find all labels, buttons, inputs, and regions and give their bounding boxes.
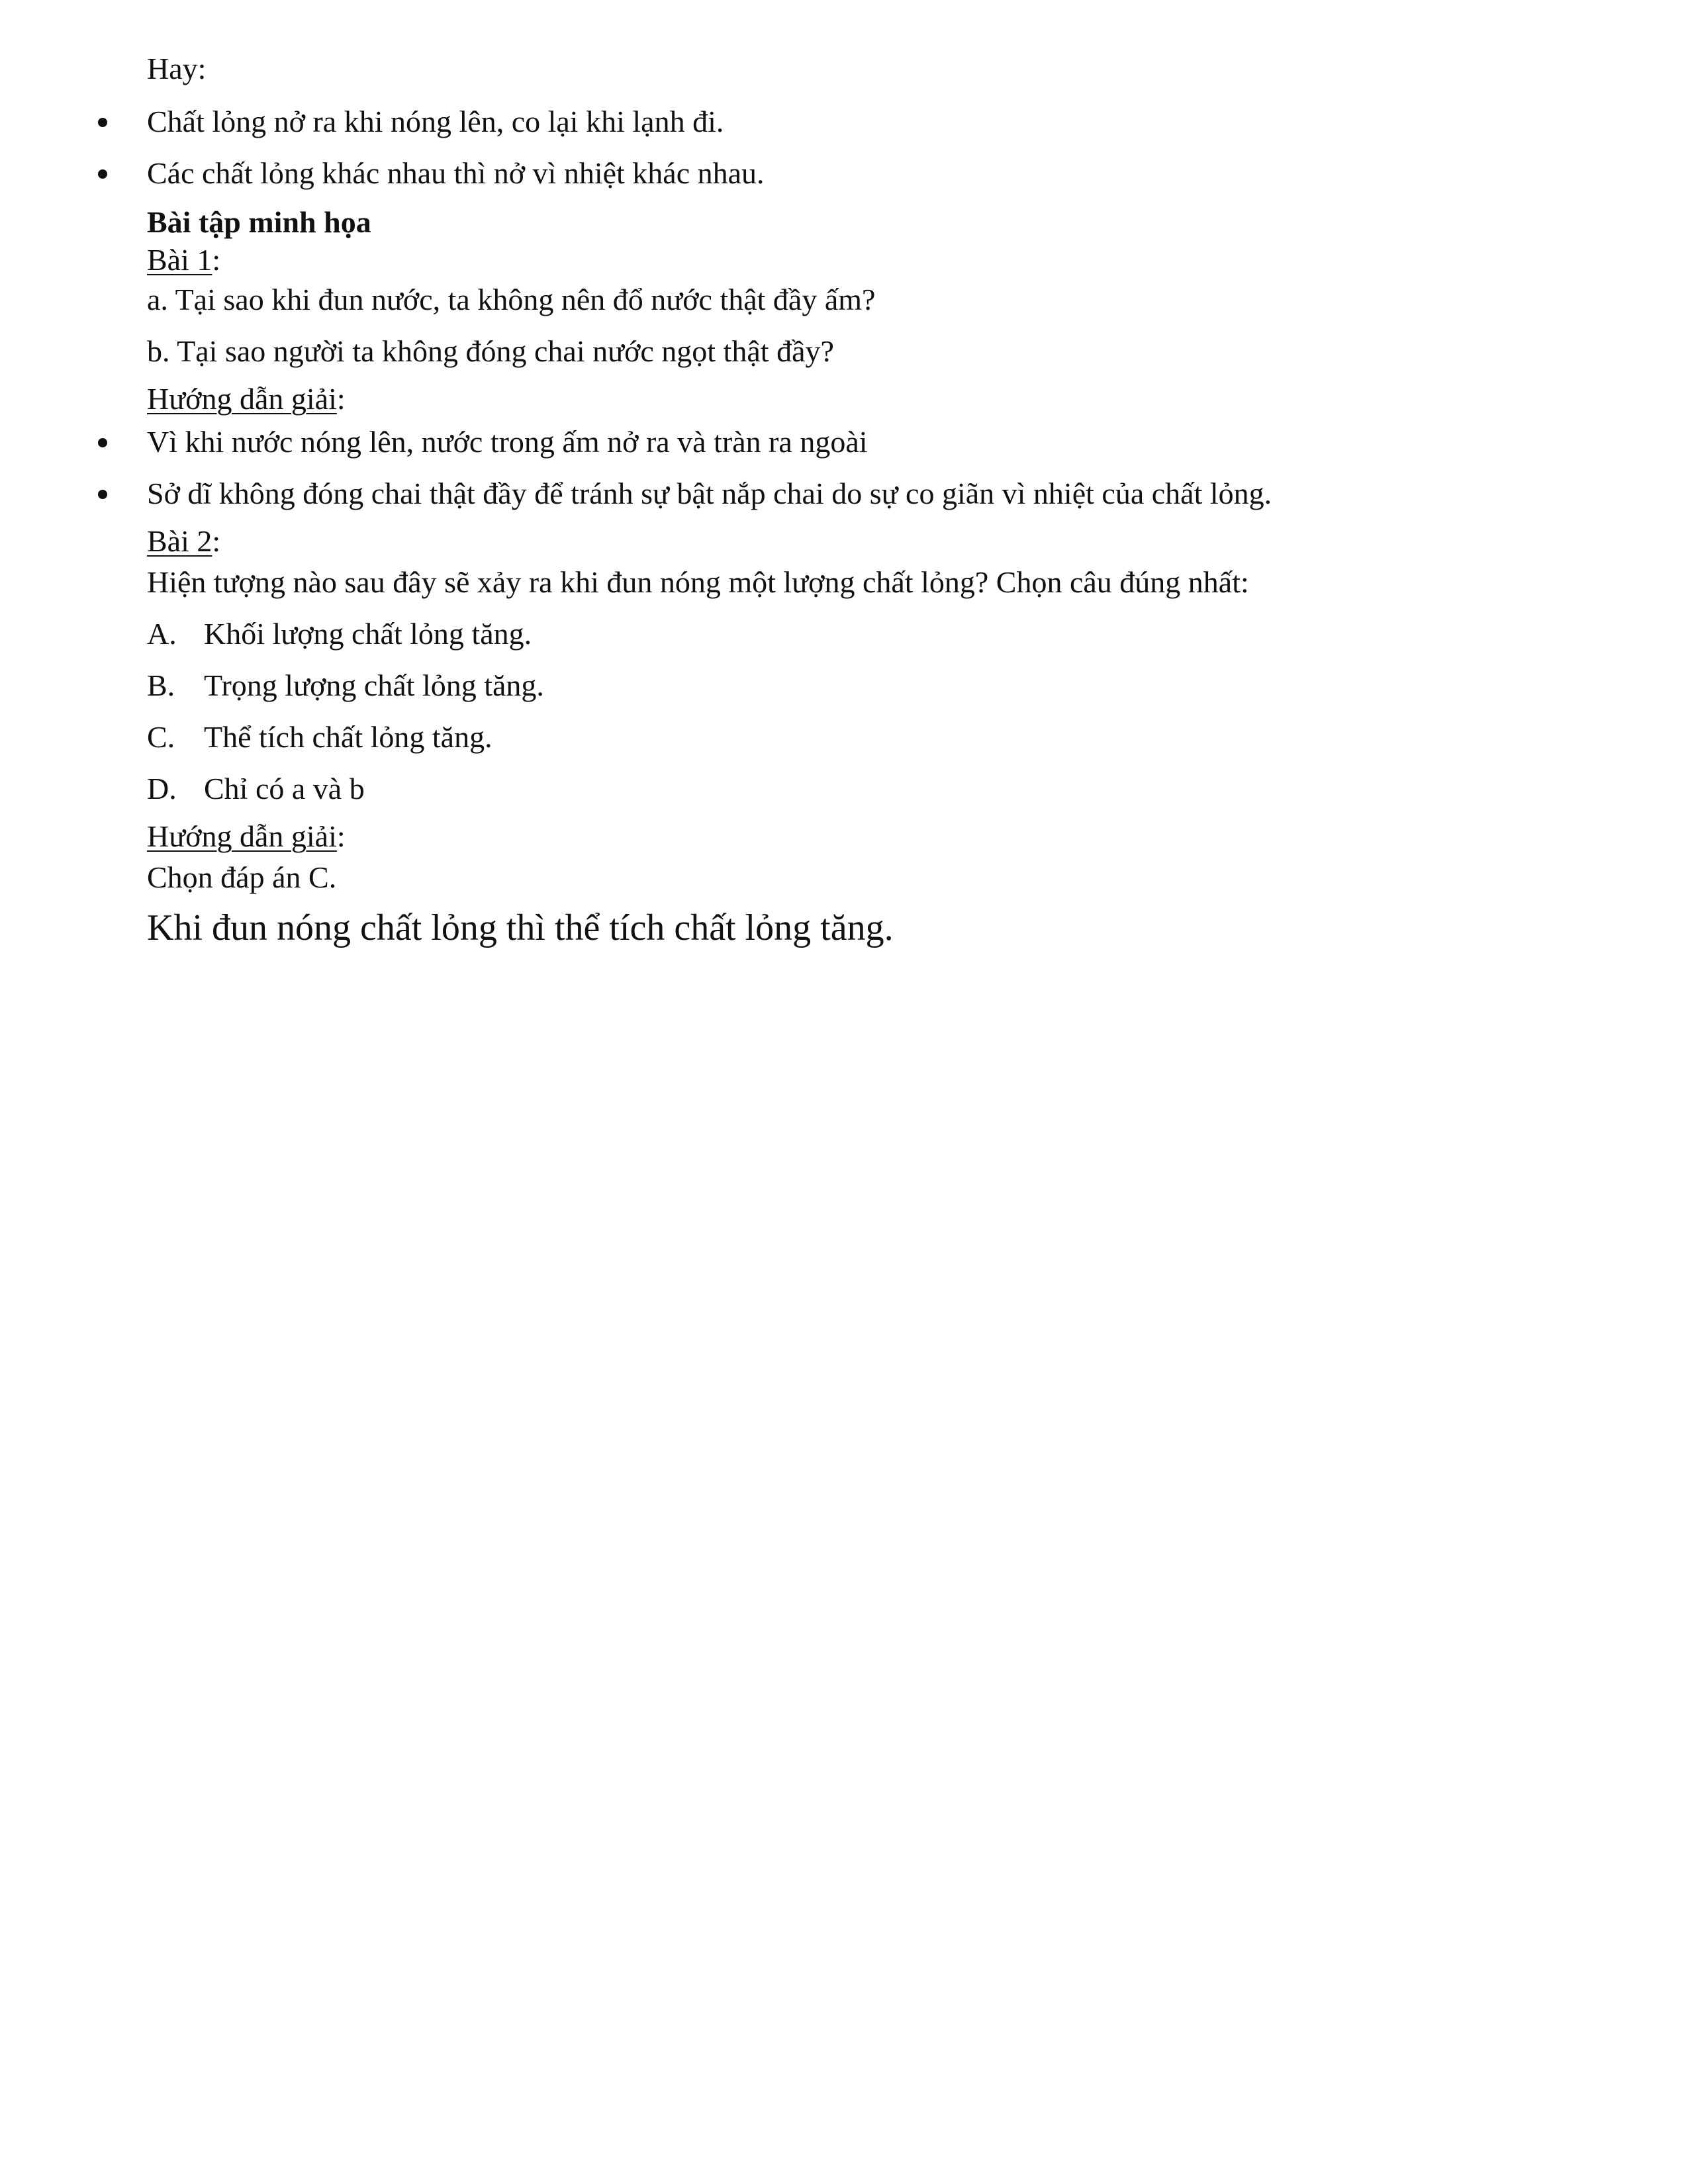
bai1-question-a: a. Tại sao khi đun nước, ta không nên đổ nước thật đầy ấm?	[147, 283, 876, 316]
bai1-heading	[147, 242, 220, 279]
option-b	[147, 667, 544, 704]
option-text: Trọng lượng chất lỏng tăng.	[204, 668, 544, 702]
bai2-question: Hiện tượng nào sau đây sẽ xảy ra khi đun nóng một lượng chất lỏng? Chọn câu đúng nhất:	[147, 565, 1249, 599]
bai2-label: Bài 2	[147, 524, 212, 558]
option-letter: D.	[147, 772, 177, 805]
bullet-dot	[98, 438, 107, 447]
option-d	[147, 770, 365, 807]
option-text: Thể tích chất lỏng tăng.	[204, 720, 492, 754]
bai1-guide-colon: :	[336, 382, 346, 416]
section-title: Bài tập minh họa	[147, 205, 371, 239]
bai2-answer: Chọn đáp án C.	[147, 860, 337, 894]
bai1-label: Bài 1	[147, 243, 212, 277]
bullet-dot	[98, 118, 107, 127]
option-letter: B.	[147, 668, 175, 702]
bai2-colon: :	[212, 524, 221, 558]
option-c	[147, 719, 492, 756]
option-letter: C.	[147, 720, 175, 754]
bullet-dot	[98, 169, 107, 179]
option-text: Khối lượng chất lỏng tăng.	[204, 617, 532, 651]
bai2-guide-heading	[147, 818, 346, 855]
bai1-question-b: b. Tại sao người ta không đóng chai nước ngọt thật đầy?	[147, 334, 834, 368]
bai2-explanation: Khi đun nóng chất lỏng thì thể tích chất lỏng tăng.	[147, 907, 894, 948]
bai2-guide-label: Hướng dẫn giải	[147, 819, 337, 853]
bai2-heading	[147, 523, 220, 560]
bai1-guide-label: Hướng dẫn giải	[147, 382, 337, 416]
option-a	[147, 615, 532, 653]
bai1-colon: :	[212, 243, 221, 277]
bullet-dot	[98, 490, 107, 499]
intro-bullet-2: Các chất lỏng khác nhau thì nở vì nhiệt khác nhau.	[147, 156, 765, 190]
bai1-answer-2: Sở dĩ không đóng chai thật đầy để tránh sự bật nắp chai do sự co giãn vì nhiệt của chất lỏng.	[147, 477, 1272, 510]
bai2-guide-colon: :	[336, 819, 346, 853]
option-text: Chỉ có a và b	[204, 772, 365, 805]
bai1-answer-1: Vì khi nước nóng lên, nước trong ấm nở ra và tràn ra ngoài	[147, 425, 868, 459]
bai1-guide-heading	[147, 381, 346, 418]
option-letter: A.	[147, 617, 177, 651]
intro-bullet-1: Chất lỏng nở ra khi nóng lên, co lại khi lạnh đi.	[147, 105, 724, 138]
intro-hay: Hay:	[147, 52, 207, 85]
